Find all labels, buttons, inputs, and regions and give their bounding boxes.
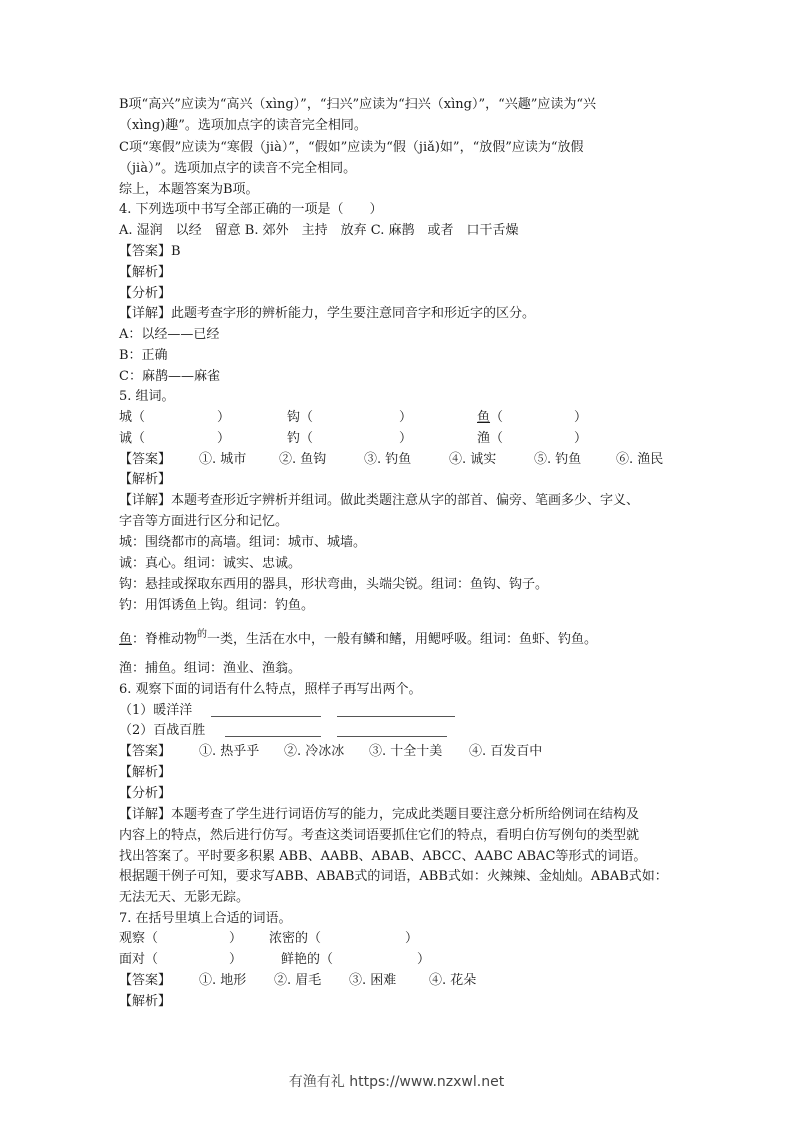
question-6: 6. 观察下面的词语有什么特点，照样子再写出两个。 [119, 682, 422, 697]
text-line: B项“高兴”应读为“高兴（xìng）”，“扫兴”应读为“扫兴（xìng）”，“兴趣”应读为“兴 [119, 97, 597, 112]
q5-paren: （ [490, 410, 504, 425]
answer-item: ④. 百发百中 [469, 744, 543, 759]
detail-text: 【详解】本题考查了学生进行词语仿写的能力，完成此类题目要注意分析所给例词在结构及 [119, 807, 640, 822]
answer-item: ①. 城市 [199, 452, 247, 467]
answer-item: ④. 花朵 [429, 973, 477, 988]
q6-item-1 [119, 702, 679, 720]
q5-row-1 [119, 409, 679, 427]
detail-text: 【详解】本题考查形近字辨析并组词。做此类题注意从字的部首、偏旁、笔画多少、字义、 [119, 493, 640, 508]
q6-answers [119, 743, 679, 761]
q7-word: 观察（ [119, 931, 159, 946]
q7-paren: ） [229, 931, 243, 946]
answer-label: 【答案】 [119, 452, 172, 467]
detail-text: 城：围绕都市的高墙。组词：城市、城墙。 [119, 535, 367, 550]
detail-text: A：以经——已经 [119, 327, 220, 342]
q5-word: 诚（ [119, 431, 146, 446]
answer-item: ②. 冷冰冰 [284, 744, 345, 759]
detail-text: 诚：真心。组词：诚实、忠诚。 [119, 556, 302, 571]
answer-label: 【答案】 [119, 744, 172, 759]
analysis-label: 【分析】 [119, 286, 172, 301]
q6-example: （2）百战百胜 [119, 723, 206, 738]
answer-item: ③. 困难 [349, 973, 397, 988]
detail-text: 字音等方面进行区分和记忆。 [119, 514, 289, 529]
text-span: ：脊椎动物 [132, 632, 198, 647]
q5-word: 钓（ [287, 431, 314, 446]
answer-item: ③. 十全十美 [369, 744, 443, 759]
q7-paren: ） [417, 952, 431, 967]
q5-word: 渔（ [477, 431, 504, 446]
detail-text: 根据题干例子可知，要求写ABB、ABAB式的词语，ABB式如：火辣辣、金灿灿。ABAB式如： [119, 869, 668, 884]
q5-paren: ） [574, 410, 588, 425]
answer-blank[interactable] [225, 724, 321, 737]
answer-blank[interactable] [211, 704, 321, 717]
q5-word: 鱼 [477, 410, 491, 425]
q7-paren: ） [405, 931, 419, 946]
answer-item: ④. 诚实 [449, 452, 497, 467]
answer-label: 【答案】 [119, 973, 172, 988]
analysis-label: 【解析】 [119, 994, 172, 1009]
question-5: 5. 组词。 [119, 389, 175, 404]
q5-answers [119, 451, 679, 469]
answer-item: ②. 眉毛 [274, 973, 322, 988]
question-4: 4. 下列选项中书写全部正确的一项是（ ） [119, 202, 383, 217]
q5-word: 城（ [119, 410, 146, 425]
question-4-options: A. 湿润 以经 留意 B. 郊外 主持 放弃 C. 麻鹊 或者 口干舌燥 [119, 223, 519, 238]
q5-paren: ） [217, 431, 231, 446]
analysis-label: 【解析】 [119, 265, 172, 280]
q6-example: （1）暖洋洋 [119, 703, 193, 718]
answer-item: ①. 地形 [199, 973, 247, 988]
superscript-char: 的 [197, 629, 208, 640]
detail-text: 无法无天、无影无踪。 [119, 890, 250, 905]
analysis-label: 【解析】 [119, 472, 172, 487]
q6-item-2 [119, 722, 679, 740]
text-line: C项“寒假”应读为“寒假（jià）”，“假如”应读为“假（jiǎ)如”，“放假”应读为“放假 [119, 140, 584, 155]
answer-blank[interactable] [337, 724, 447, 737]
detail-text: 找出答案了。平时要多积累 ABB、AABB、ABAB、ABCC、AABC ABAC等形式的词语。 [119, 849, 647, 864]
text-line: （xìng)趣”。选项加点字的读音完全相同。 [119, 118, 367, 133]
detail-text: C：麻鹊——麻雀 [119, 369, 220, 384]
answer-item: ②. 鱼钩 [279, 452, 327, 467]
detail-text: 【详解】此题考查字形的辨析能力，学生要注意同音字和形近字的区分。 [119, 306, 536, 321]
q7-word: 鲜艳的（ [281, 952, 334, 967]
q7-answers [119, 972, 679, 990]
q7-word: 浓密的（ [269, 931, 322, 946]
q5-row-2 [119, 430, 679, 448]
answer-label: 【答案】B [119, 244, 181, 259]
answer-blank[interactable] [337, 704, 455, 717]
answer-item: ⑥. 渔民 [616, 452, 664, 467]
text-line: 综上，本题答案为B项。 [119, 182, 259, 197]
detail-text: 渔：捕鱼。组词：渔业、渔翁。 [119, 661, 302, 676]
answer-item: ①. 热乎乎 [199, 744, 260, 759]
analysis-label: 【分析】 [119, 786, 172, 801]
q5-paren: ） [217, 410, 231, 425]
detail-text [119, 631, 597, 649]
q5-paren: ） [574, 431, 588, 446]
text-span: 一类，生活在水中，一般有鳞和鳍，用鳃呼吸。组词：鱼虾、钓鱼。 [207, 632, 598, 647]
text-line: （jià）”。选项加点字的读音不完全相同。 [119, 161, 357, 176]
q5-word: 钩（ [287, 410, 314, 425]
question-7: 7. 在括号里填上合适的词语。 [119, 911, 292, 926]
detail-text: 内容上的特点，然后进行仿写。考查这类词语要抓住它们的特点，看明白仿写例句的类型就 [119, 828, 640, 843]
analysis-label: 【解析】 [119, 765, 172, 780]
q7-paren: ） [229, 952, 243, 967]
detail-text: 钓：用饵诱鱼上钩。组词：钓鱼。 [119, 598, 315, 613]
q7-row-2 [119, 951, 679, 969]
detail-text: B：正确 [119, 348, 168, 363]
q5-paren: ） [399, 431, 413, 446]
q5-paren: ） [399, 410, 413, 425]
detail-text: 钩：悬挂或探取东西用的器具，形状弯曲，头端尖锐。组词：鱼钩、钩子。 [119, 577, 549, 592]
footer-watermark: 有渔有礼 https://www.nzxwl.net [288, 1074, 505, 1090]
q7-word: 面对（ [119, 952, 159, 967]
underlined-char: 鱼 [119, 632, 133, 647]
answer-item: ⑤. 钓鱼 [534, 452, 582, 467]
q7-row-1 [119, 930, 679, 948]
answer-item: ③. 钓鱼 [364, 452, 412, 467]
